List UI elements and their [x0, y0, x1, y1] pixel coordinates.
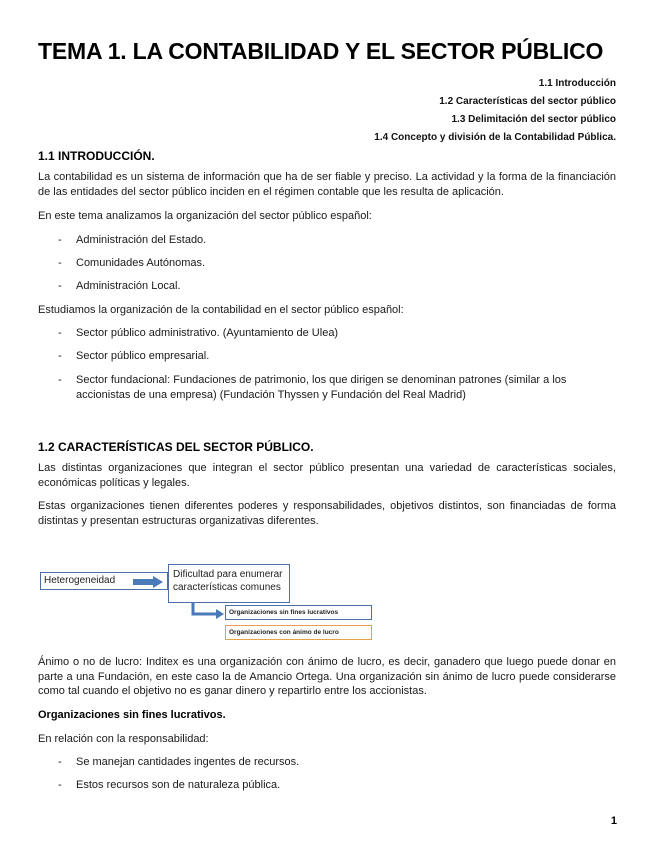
subheading-sin-fines: Organizaciones sin fines lucrativos.: [38, 709, 226, 721]
list-item-text: Se manejan cantidades ingentes de recursos.: [76, 756, 300, 768]
list-item-text: Estos recursos son de naturaleza pública.: [76, 779, 281, 791]
toc-item: 1.3 Delimitación del sector público: [451, 114, 616, 125]
paragraph: Estudiamos la organización de la contabilidad en el sector público español:: [38, 304, 404, 316]
list-item-text: Administración del Estado.: [76, 234, 207, 246]
list-item: [58, 279, 616, 294]
arrow-right-icon: [133, 576, 163, 588]
list-item: [58, 326, 616, 341]
list-item-text: Sector fundacional: Fundaciones de patrimonio, los que dirigen se denominan patrones (similar a los accionistas de una empresa) (Fundación Thyssen y Fundación del Real Madrid): [76, 374, 567, 401]
paragraph: Las distintas organizaciones que integran el sector público presentan una variedad de características sociales, económicas políticas y legales.: [38, 462, 616, 489]
dash-bullet: -: [58, 779, 62, 791]
list-item: [58, 256, 616, 271]
paragraph: En relación con la responsabilidad:: [38, 733, 209, 745]
table-of-contents: [374, 75, 616, 147]
paragraph: Estas organizaciones tienen diferentes poderes y responsabilidades, objetivos distintos, son financiadas de forma distintas y presentan estructuras organizativas diferentes.: [38, 500, 616, 527]
list-item: [58, 349, 616, 364]
document-title: TEMA 1. LA CONTABILIDAD Y EL SECTOR PÚBLICO: [38, 38, 604, 64]
list-item: [58, 373, 616, 402]
list-item: [58, 233, 616, 248]
page-number: 1: [610, 815, 617, 827]
paragraph: Ánimo o no de lucro: Inditex es una organización con ánimo de lucro, es decir, ganadero que luego puede donar en parte a una Fundación, en este caso la de Amancio Ortega. Una organización sin ánimo de lucro puede considerarse como tal cuando el objetivo no es ganar dinero y repartirlo entre los accionistas.: [38, 656, 616, 697]
toc-item: 1.4 Concepto y división de la Contabilidad Pública.: [374, 132, 616, 143]
section-heading-caracteristicas: 1.2 CARACTERÍSTICAS DEL SECTOR PÚBLICO.: [38, 440, 314, 454]
heterogeneity-diagram: [38, 562, 378, 646]
list-item-text: Sector público empresarial.: [76, 350, 210, 362]
dash-bullet: -: [58, 327, 62, 339]
paragraph: La contabilidad es un sistema de información que ha de ser fiable y preciso. La actividad y la forma de la financiación de las entidades del sector público inciden en el régimen contable que les resulta de aplicación.: [38, 171, 616, 198]
list-item-text: Comunidades Autónomas.: [76, 257, 206, 269]
dash-bullet: -: [58, 374, 62, 386]
section-heading-introduccion: 1.1 INTRODUCCIÓN.: [38, 149, 155, 163]
toc-item: 1.1 Introducción: [538, 78, 616, 89]
dash-bullet: -: [58, 257, 62, 269]
dificultad-box: Dificultad para enumerar características comunes: [168, 564, 290, 603]
list-item-text: Sector público administrativo. (Ayuntamiento de Ulea): [76, 327, 339, 339]
sin-fines-box: Organizaciones sin fines lucrativos: [225, 605, 372, 620]
list-item: [58, 778, 616, 793]
paragraph: En este tema analizamos la organización del sector público español:: [38, 210, 372, 222]
dash-bullet: -: [58, 234, 62, 246]
toc-item: 1.2 Características del sector público: [439, 96, 616, 107]
con-animo-box: Organizaciones con ánimo de lucro: [225, 625, 372, 640]
dash-bullet: -: [58, 756, 62, 768]
dash-bullet: -: [58, 350, 62, 362]
list-item: [58, 755, 616, 770]
bent-arrow-icon: [188, 602, 226, 624]
list-item-text: Administración Local.: [76, 280, 181, 292]
dash-bullet: -: [58, 280, 62, 292]
heterogeneidad-box: Heterogeneidad: [40, 572, 168, 590]
